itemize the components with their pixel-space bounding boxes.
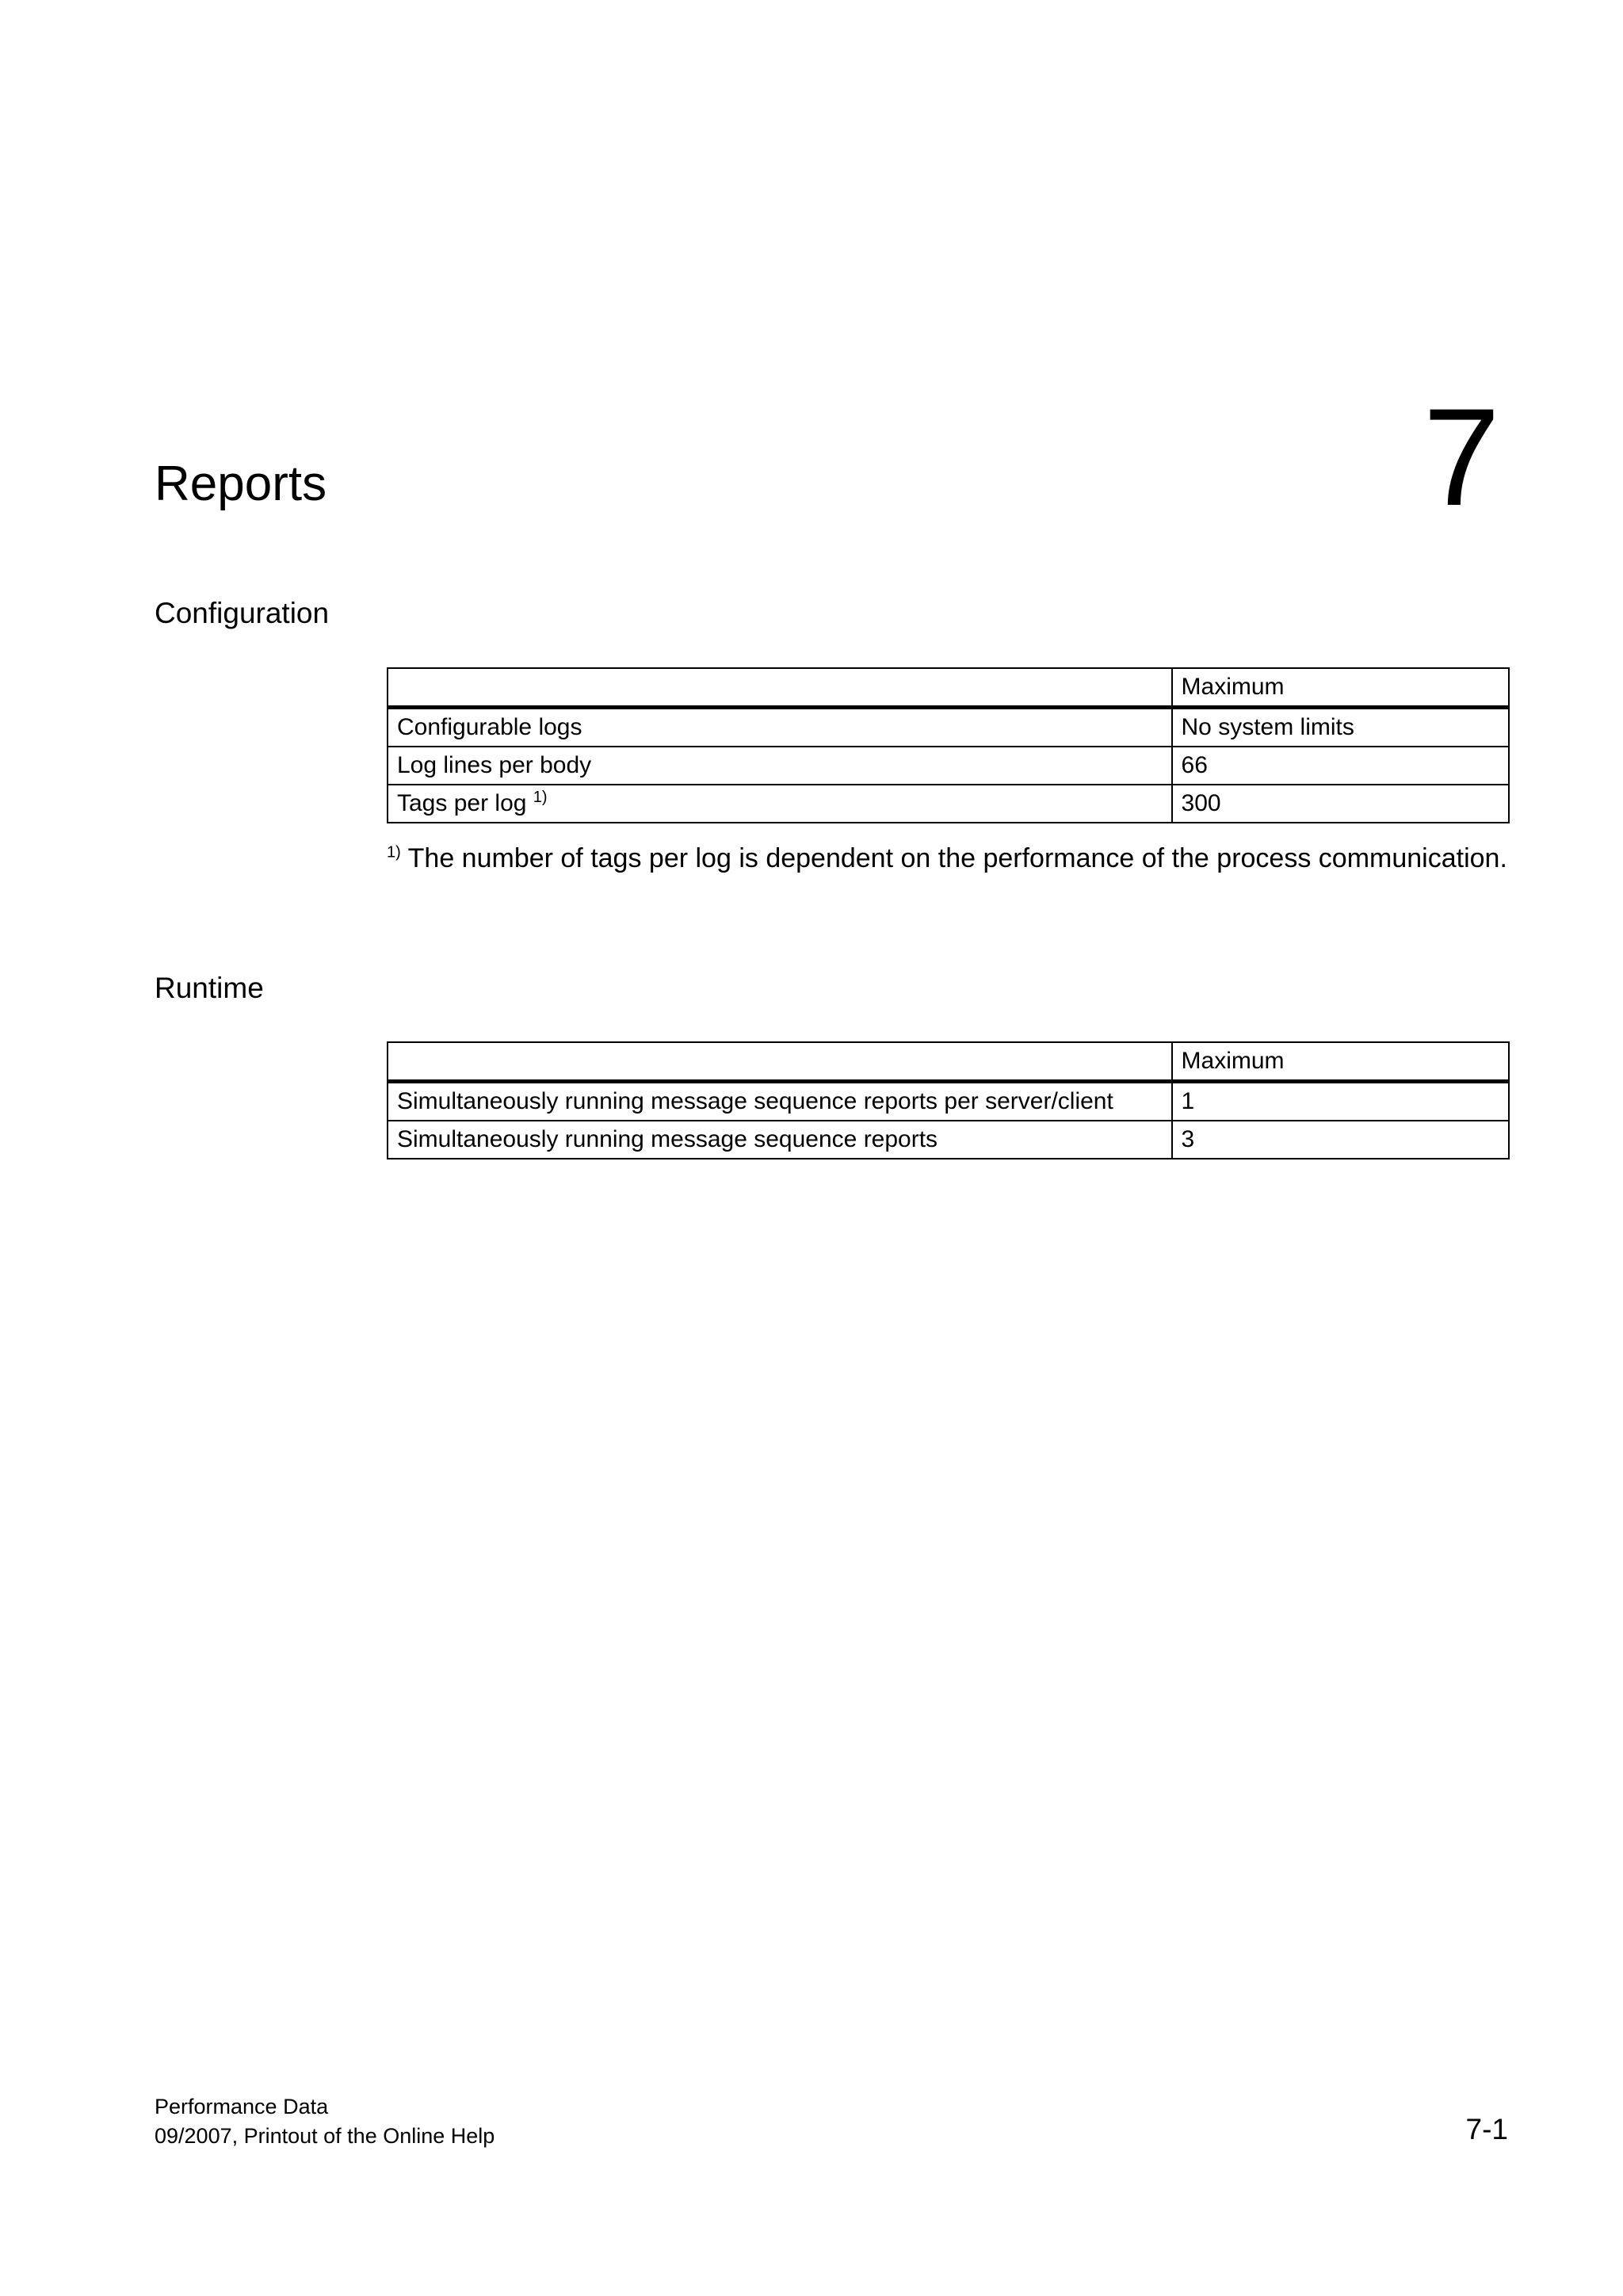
- footer-info: [155, 2092, 495, 2151]
- chapter-title: Reports: [155, 457, 327, 511]
- footnote-marker: 1): [387, 843, 401, 861]
- row-value: 300: [1172, 785, 1509, 823]
- header-cell-maximum: Maximum: [1172, 1042, 1509, 1082]
- footnote: [387, 842, 1510, 874]
- row-value: No system limits: [1172, 708, 1509, 747]
- runtime-table: [387, 1041, 1510, 1159]
- header-cell-label: [388, 668, 1172, 708]
- footer-edition: 09/2007, Printout of the Online Help: [155, 2124, 495, 2148]
- row-label: Tags per log: [397, 790, 527, 816]
- footer-document-title: Performance Data: [155, 2095, 329, 2118]
- table-row: [388, 1121, 1509, 1159]
- header-cell-maximum: Maximum: [1172, 668, 1509, 708]
- configuration-table: [387, 667, 1510, 823]
- section-heading-configuration: Configuration: [155, 597, 330, 629]
- table-header-row: [388, 1042, 1509, 1082]
- table-row: [388, 747, 1509, 785]
- row-label: Log lines per body: [388, 747, 1172, 785]
- table-header-row: [388, 668, 1509, 708]
- row-value: 1: [1172, 1082, 1509, 1121]
- chapter-number: 7: [1423, 380, 1500, 535]
- table-row: [388, 1082, 1509, 1121]
- row-value: 3: [1172, 1121, 1509, 1159]
- row-label-cell: [388, 785, 1172, 823]
- row-value: 66: [1172, 747, 1509, 785]
- footnote-reference: 1): [533, 789, 548, 806]
- row-label: Simultaneously running message sequence reports: [388, 1121, 1172, 1159]
- header-cell-label: [388, 1042, 1172, 1082]
- row-label: Simultaneously running message sequence reports per server/client: [388, 1082, 1172, 1121]
- table-row: [388, 785, 1509, 823]
- section-heading-runtime: Runtime: [155, 972, 264, 1004]
- row-label: Configurable logs: [388, 708, 1172, 747]
- footnote-text: The number of tags per log is dependent on the performance of the process communication.: [407, 843, 1507, 873]
- table-row: [388, 708, 1509, 747]
- page-number: 7-1: [1465, 2113, 1508, 2145]
